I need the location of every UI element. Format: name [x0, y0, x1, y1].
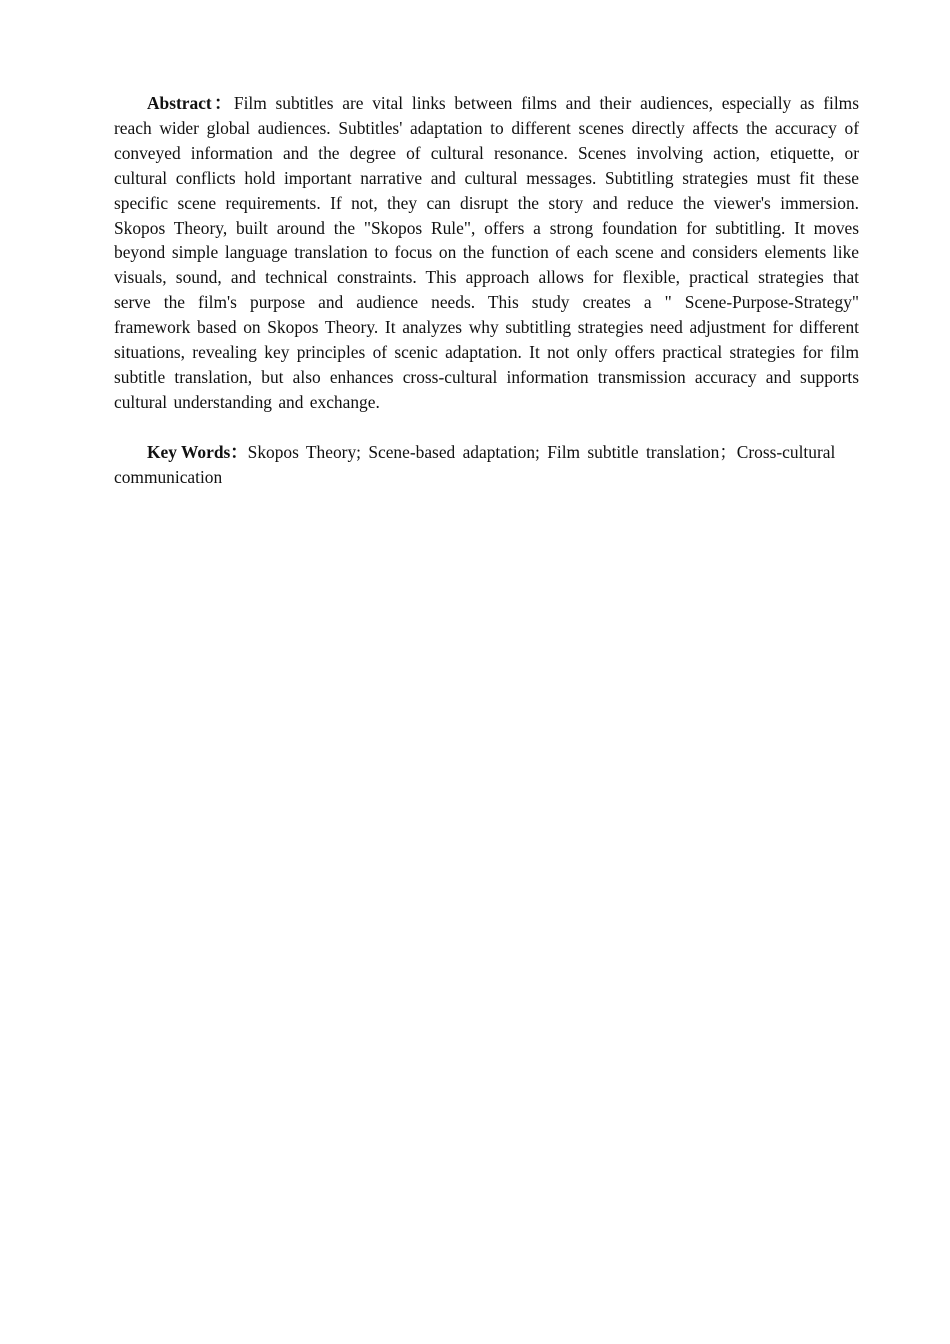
keywords-paragraph: [114, 440, 859, 490]
abstract-text: Film subtitles are vital links between films and their audiences, especially as films reach wider global audiences. Subtitles' adaptation to different scenes directly affects the accuracy of conveyed information and the degree of cultural resonance. Scenes involving action, etiquette, or cultural conflicts hold important narrative and cultural messages. Subtitling strategies must fit these specific scene requirements. If not, they can disrupt the story and reduce the viewer's immersion. Skopos Theory, built around the "Skopos Rule", offers a strong foundation for subtitling. It moves beyond simple language translation to focus on the function of each scene and considers elements like visuals, sound, and technical constraints. This approach allows for flexible, practical strategies that serve the film's purpose and audience needs. This study creates a " Scene-Purpose-Strategy" framework based on Skopos Theory. It analyzes why subtitling strategies need adjustment for different situations, revealing key principles of scenic adaptation. It not only offers practical strategies for film subtitle translation, but also enhances cross-cultural information transmission accuracy and supports cultural understanding and exchange.: [114, 93, 859, 412]
abstract-label: Abstract: [147, 93, 212, 113]
keywords-label: Key Words: [147, 441, 231, 462]
keywords-text: Skopos Theory; Scene-based adaptation; Film subtitle translation；Cross-cultural communication: [114, 441, 836, 487]
abstract-paragraph: [114, 91, 859, 415]
document-content: [114, 91, 859, 490]
keywords-separator: ：: [230, 441, 248, 462]
abstract-separator: ：: [211, 93, 234, 113]
